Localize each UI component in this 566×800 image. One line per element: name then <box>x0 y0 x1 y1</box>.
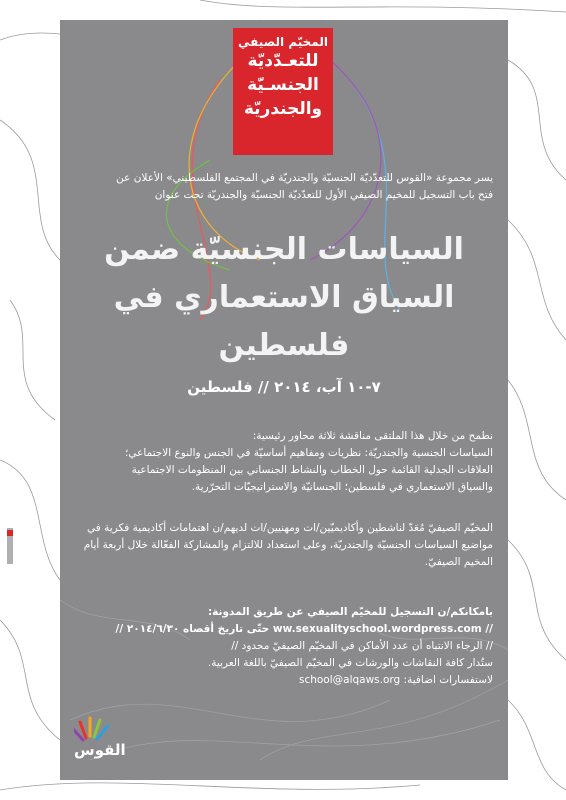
registration-contact-email[interactable]: لاستفسارات اضافية: school@alqaws.org <box>298 674 493 686</box>
topic-item-2: العلاقات الجدلية القائمة حول الخطاب والنشاط الجنساني بين المنظومات الاجتماعية <box>131 464 493 476</box>
logo-line-1: للتعـدّديّة <box>247 51 319 71</box>
registration-title: بامكانكم/ن التسجيل للمخيّم الصيفي عن طريق المدونة: <box>207 606 493 618</box>
topics-section <box>75 428 493 496</box>
topic-item-3: والسياق الاستعماري في فلسطين؛ الجنسانيّة والاستراتيجيّات التحرّرية. <box>191 481 493 493</box>
registration-note-1: // الرجاء الانتباه أن عدد الأماكن في المخيّم الصيفيّ محدود // <box>231 640 493 652</box>
audience-paragraph: المخيّم الصيفيّ مُعَدّ لناشطين وأكاديميّين/ات ومهنيين/ات لديهم/ن اهتمامات أكاديمية فكرية في مواضيع السياسات الجنسيّة والجندريّة، وعلى استعداد للالتزام والمشاركة الفعّالة خلال أربعة أيام المخيم الصيفيّ. <box>83 522 493 568</box>
intro-line-2: فتح باب التسجيل للمخيم الصيفي الأول للتعدّديّة الجنسيّة والجندريّة تحت عنوان <box>154 189 493 201</box>
registration-url-link[interactable]: // ww.sexualityschool.wordpress.com حتّى تاريخ أقصاه ٢٠١٤/٦/٣٠ // <box>115 623 493 635</box>
headline-line-3: فلسطين <box>218 328 350 363</box>
registration-section <box>75 604 493 689</box>
event-headline <box>75 226 493 370</box>
logo-line-2: الجنسـيّة <box>247 75 319 95</box>
intro-line-1: يسر مجموعة «القوس للتعدّديّة الجنسيّة والجندريّة في المجتمع الفلسطيني» الأعلان عن <box>116 172 493 184</box>
side-logo-mark-icon <box>3 528 17 564</box>
summer-camp-logo <box>233 28 333 155</box>
logo-small-title: المخيّم الصيفي <box>238 35 328 49</box>
logo-line-3: والجندريّة <box>243 99 323 119</box>
topics-lead: نطمح من خلال هذا الملتقى مناقشة ثلاثة محاور رئيسية: <box>252 430 493 442</box>
registration-note-2: ستُدار كافة النقاشات والورشات في المخيّم الصيفيّ باللغة العربية. <box>207 657 493 669</box>
event-dates: ٧-١٠ آب، ٢٠١٤ // فلسطين <box>187 378 381 396</box>
headline-line-1: السياسات الجنسيّة ضمن <box>104 232 464 267</box>
intro-paragraph <box>75 170 493 204</box>
headline-line-2: السياق الاستعماري في <box>113 280 455 315</box>
topic-item-1: السياسات الجنسية والجندريّة: نظريات ومفاهيم أساسيّة في الجنس والنوع الاجتماعي؛ <box>124 447 493 459</box>
alqaws-brand-name: القوس <box>74 741 126 759</box>
